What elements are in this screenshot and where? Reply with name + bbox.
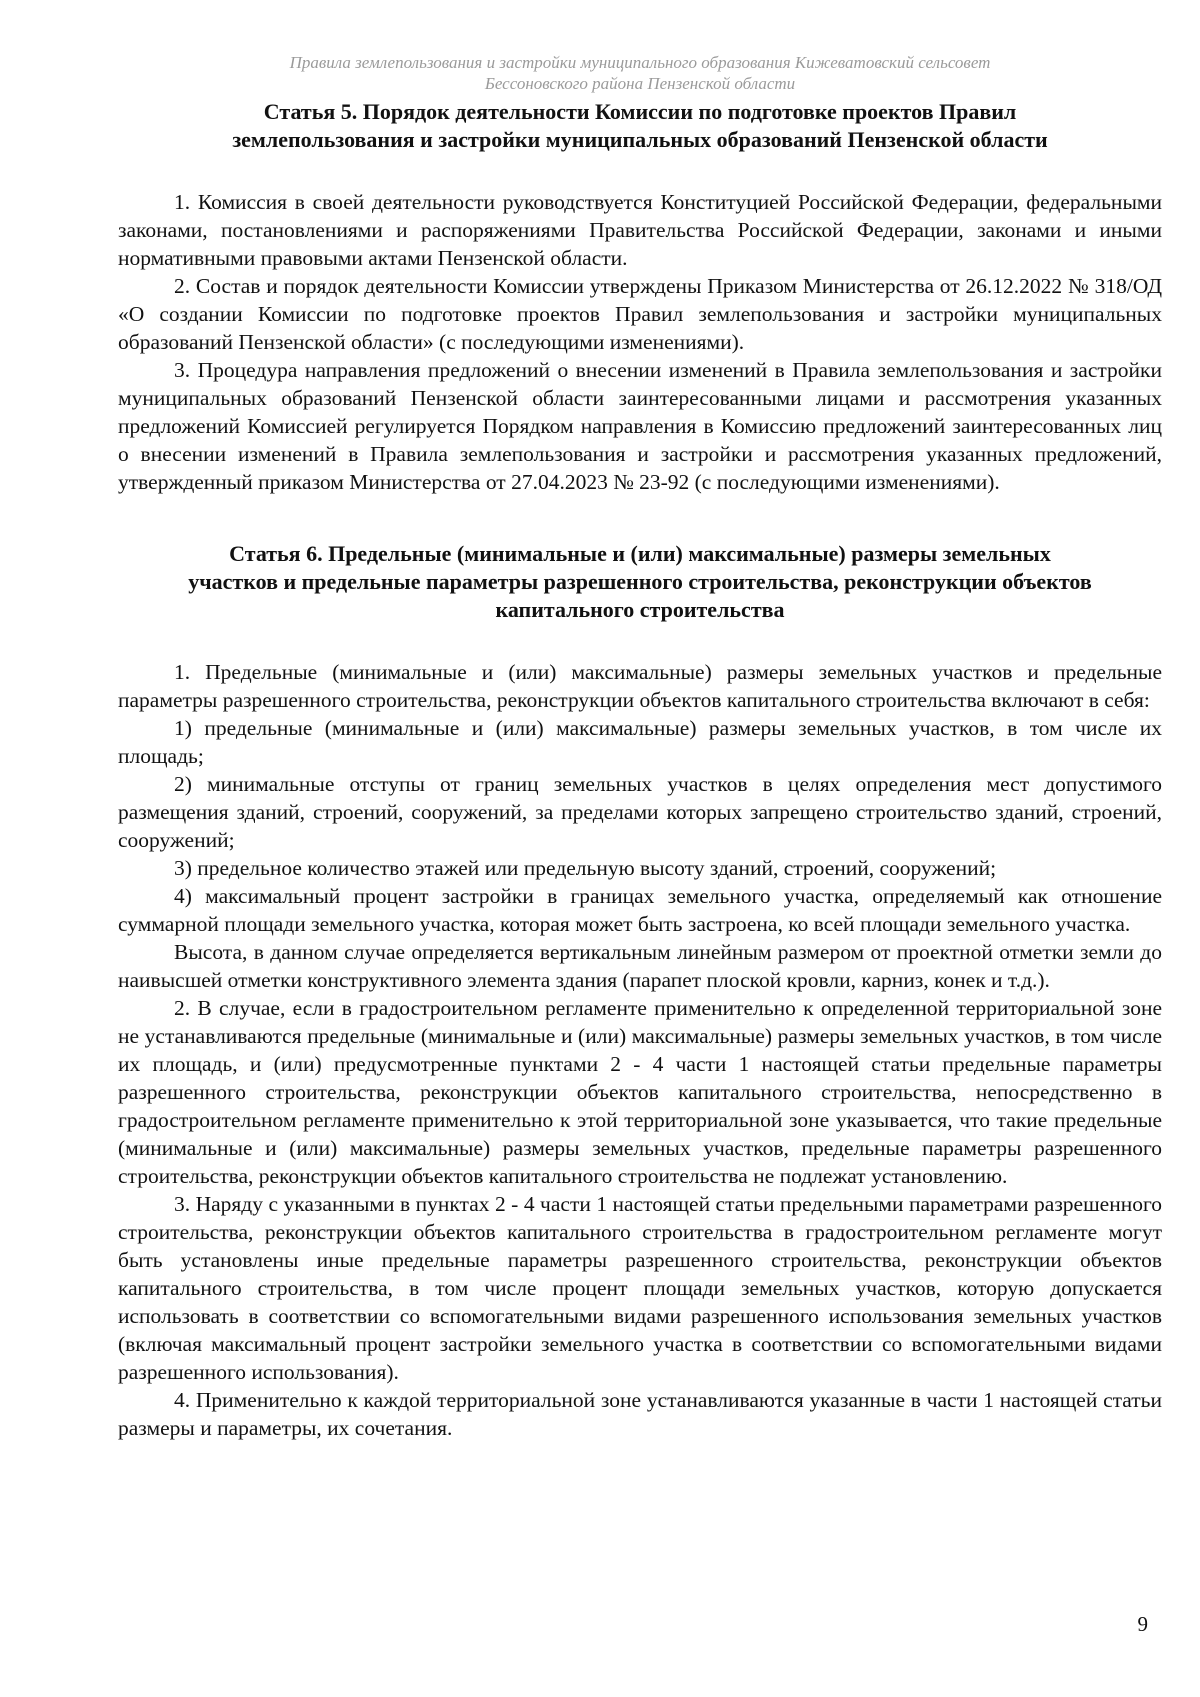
article-title-line: Статья 6. Предельные (минимальные и (или) максимальные) размеры земельных xyxy=(229,541,1051,566)
paragraph: 3. Наряду с указанными в пунктах 2 - 4 части 1 настоящей статьи предельными параметрами разрешенного строительства, реконструкции объектов капитального строительства в градостроительном регламенте могут быть установлены иные предельные параметры разрешенного строительства, реконструкции объектов капитального строительства, в том числе процент площади земельных участков, которую допускается использовать в соответствии со вспомогательными видами разрешенного использования земельных участков (включая максимальный процент застройки земельного участка в соответствии со вспомогательными видами разрешенного использования). xyxy=(118,1192,1162,1384)
article-title-line: землепользования и застройки муниципальных образований Пензенской области xyxy=(232,127,1048,152)
running-header-line: Бессоновского района Пензенской области xyxy=(484,74,796,93)
list-item: 4) максимальный процент застройки в границах земельного участка, определяемый как отношение суммарной площади земельного участка, которая может быть застроена, ко всей площади земельного участка. xyxy=(118,884,1162,936)
list-item: 2) минимальные отступы от границ земельных участков в целях определения мест допустимого размещения зданий, строений, сооружений, за пределами которых запрещено строительство зданий, строений, сооружений; xyxy=(118,772,1162,852)
article-5-title xyxy=(118,98,1162,154)
paragraph: 1. Комиссия в своей деятельности руководствуется Конституцией Российской Федерации, федеральными законами, постановлениями и распоряжениями Правительства Российской Федерации, законами и иными нормативными правовыми актами Пензенской области. xyxy=(118,190,1162,270)
article-title-line: капитального строительства xyxy=(495,597,785,622)
article-5-body xyxy=(118,188,1162,496)
running-header xyxy=(118,52,1162,94)
paragraph: 2. Состав и порядок деятельности Комиссии утверждены Приказом Министерства от 26.12.2022 № 318/ОД «О создании Комиссии по подготовке проектов Правил землепользования и застройки муниципальных образований Пензенской области» (с последующими изменениями). xyxy=(118,274,1162,354)
running-header-line: Правила землепользования и застройки муниципального образования Кижеватовский сельсовет xyxy=(289,53,991,72)
paragraph: 1. Предельные (минимальные и (или) максимальные) размеры земельных участков и предельные параметры разрешенного строительства, реконструкции объектов капитального строительства включают в себя: xyxy=(118,660,1162,712)
article-6-body xyxy=(118,658,1162,1442)
list-item: 1) предельные (минимальные и (или) максимальные) размеры земельных участков, в том числе их площадь; xyxy=(118,716,1162,768)
paragraph: 3. Процедура направления предложений о внесении изменений в Правила землепользования и застройки муниципальных образований Пензенской области заинтересованными лицами и рассмотрения указанных предложений Комиссией регулируется Порядком направления в Комиссию предложений заинтересованных лиц о внесении изменений в Правила землепользования и застройки и рассмотрения указанных предложений, утвержденный приказом Министерства от 27.04.2023 № 23-92 (с последующими изменениями). xyxy=(118,358,1162,494)
paragraph: 2. В случае, если в градостроительном регламенте применительно к определенной территориальной зоне не устанавливаются предельные (минимальные и (или) максимальные) размеры земельных участков, в том числе их площадь, и (или) предусмотренные пунктами 2 - 4 части 1 настоящей статьи предельные параметры разрешенного строительства, реконструкции объектов капитального строительства, непосредственно в градостроительном регламенте применительно к этой территориальной зоне указывается, что такие предельные (минимальные и (или) максимальные) размеры земельных участков, предельные параметры разрешенного строительства, реконструкции объектов капитального строительства не подлежат установлению. xyxy=(118,996,1162,1188)
paragraph: 4. Применительно к каждой территориальной зоне устанавливаются указанные в части 1 настоящей статьи размеры и параметры, их сочетания. xyxy=(118,1388,1162,1440)
article-title-line: Статья 5. Порядок деятельности Комиссии по подготовке проектов Правил xyxy=(263,99,1017,124)
list-item: 3) предельное количество этажей или предельную высоту зданий, строений, сооружений; xyxy=(174,856,997,880)
paragraph: Высота, в данном случае определяется вертикальным линейным размером от проектной отметки земли до наивысшей отметки конструктивного элемента здания (парапет плоской кровли, карниз, конек и т.д.). xyxy=(118,940,1162,992)
page-number: 9 xyxy=(1137,1612,1148,1636)
article-6-title xyxy=(118,540,1162,624)
document-page xyxy=(118,52,1162,1442)
article-title-line: участков и предельные параметры разрешенного строительства, реконструкции объектов xyxy=(188,569,1092,594)
